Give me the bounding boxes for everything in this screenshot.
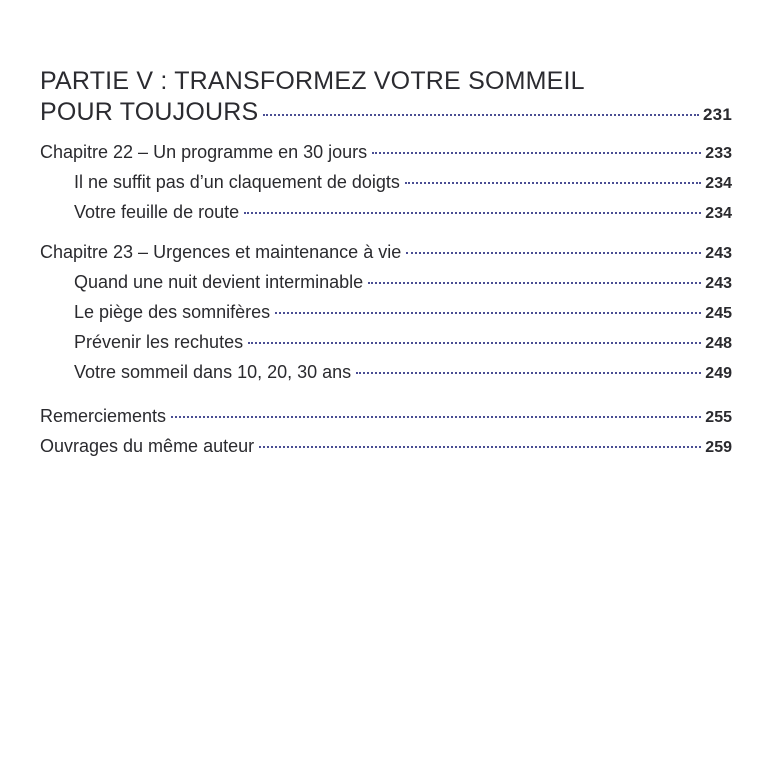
part-entry-row [40, 97, 732, 130]
section-page-number: 234 [705, 205, 732, 222]
chapter-page-number: 243 [705, 245, 732, 262]
toc-section [40, 328, 732, 358]
table-of-contents [40, 66, 732, 462]
section-page-number: 248 [705, 335, 732, 352]
dot-leader [356, 372, 701, 374]
dot-leader [275, 312, 701, 314]
dot-leader [406, 252, 701, 254]
dot-leader [263, 114, 699, 116]
section-label: Il ne suffit pas d’un claquement de doigts [74, 172, 400, 192]
back-matter-label: Remerciements [40, 406, 167, 426]
section-label: Le piège des somnifères [74, 302, 271, 322]
dot-leader [244, 212, 701, 214]
toc-section [40, 358, 732, 388]
dot-leader [259, 446, 701, 448]
part-heading [40, 66, 732, 130]
dot-leader [368, 282, 701, 284]
section-page-number: 234 [705, 175, 732, 192]
section-label: Votre feuille de route [74, 202, 240, 222]
section-page-number: 249 [705, 365, 732, 382]
section-label: Votre sommeil dans 10, 20, 30 ans [74, 362, 352, 382]
section-page-number: 245 [705, 305, 732, 322]
dot-leader [248, 342, 701, 344]
toc-chapter-23 [40, 238, 732, 268]
back-matter-label: Ouvrages du même auteur [40, 436, 255, 456]
toc-section [40, 168, 732, 198]
part-title-line2: POUR TOUJOURS [40, 98, 259, 126]
part-title-line1: PARTIE V : TRANSFORMEZ VOTRE SOMMEIL [40, 67, 585, 95]
toc-section [40, 298, 732, 328]
chapter-label: Chapitre 22 – Un programme en 30 jours [40, 142, 368, 162]
toc-back-matter-acknowledgements [40, 402, 732, 432]
toc-back-matter-other-books [40, 432, 732, 462]
toc-section [40, 268, 732, 298]
dot-leader [171, 416, 701, 418]
dot-leader [372, 152, 701, 154]
back-matter-page-number: 255 [705, 409, 732, 426]
section-page-number: 243 [705, 275, 732, 292]
chapter-page-number: 233 [705, 145, 732, 162]
section-label: Quand une nuit devient interminable [74, 272, 364, 292]
chapter-label: Chapitre 23 – Urgences et maintenance à vie [40, 242, 402, 262]
toc-chapter-22 [40, 138, 732, 168]
toc-section [40, 198, 732, 228]
part-page-number: 231 [703, 105, 732, 124]
back-matter-page-number: 259 [705, 439, 732, 456]
section-label: Prévenir les rechutes [74, 332, 244, 352]
dot-leader [405, 182, 701, 184]
